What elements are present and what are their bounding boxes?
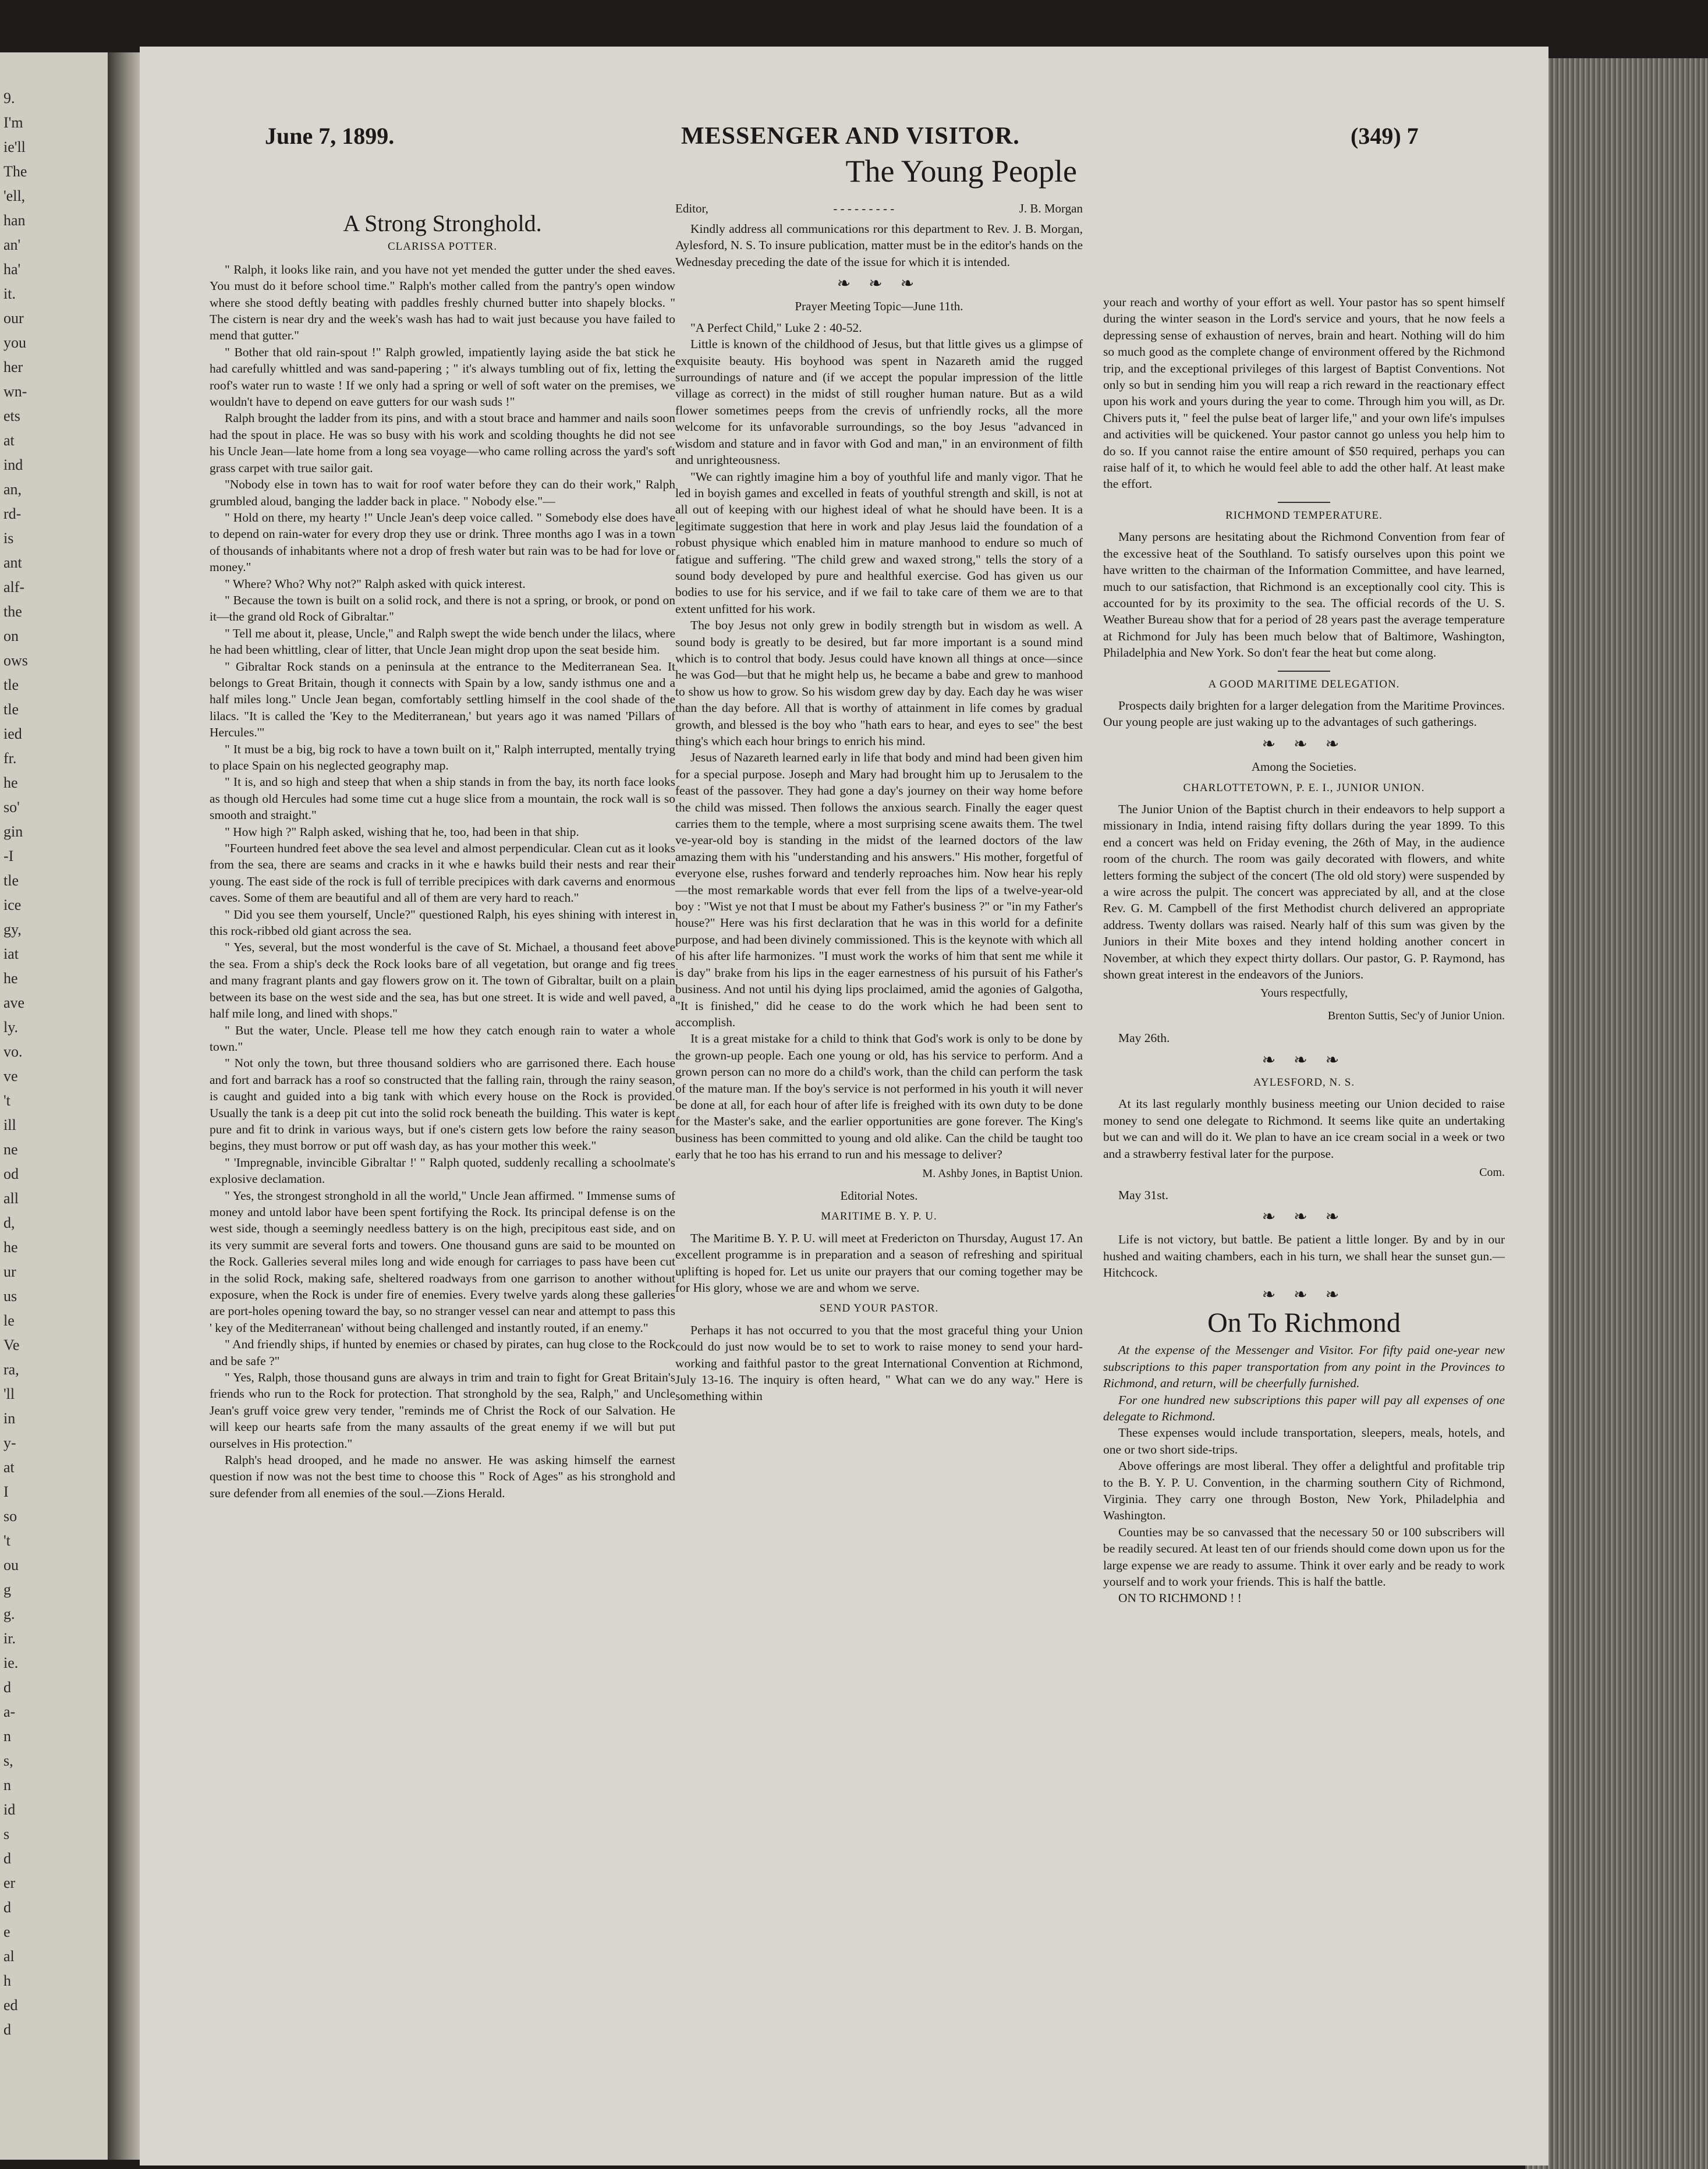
margin-fragment: 't (3, 1092, 10, 1109)
margin-fragment: id (3, 1801, 16, 1818)
paragraph: " Gibraltar Rock stands on a peninsula at the entrance to the Mediterranean Sea. It belongs to Great Britain, though it connects with Spain by a low, sandy isthmus one and a half miles long." Uncle Jean began, comfortably settling himself in the cool shade of the lilacs. "It is called the 'Key to the Mediterranean,' but years ago it was named 'Pillars of Hercules.'" (210, 659, 675, 740)
editor-line (675, 200, 1083, 217)
margin-fragment: d (3, 1899, 11, 1916)
margin-fragment: ind (3, 456, 23, 473)
aylesford-heading: AYLESFORD, N. S. (1253, 1076, 1355, 1089)
margin-fragment: s, (3, 1752, 13, 1769)
margin-fragment: 'll (3, 1385, 15, 1402)
aylesford-date: May 31st. (1118, 1188, 1168, 1202)
delegation-text: Prospects daily brighten for a larger delegation from the Maritime Provinces. Our young people are just waking up to the advantages of such gatherings. (1103, 698, 1505, 729)
margin-fragment: so' (3, 799, 20, 816)
paragraph: Jesus of Nazareth learned early in life that body and mind had been given him for a special purpose. Joseph and Mary had brought him up to Jerusalem to the feast of the passover. They had gone a day's journey on their way home before the child was missed. Then follows the anxious search. Finally the eager quest carries them to the temple, where a most surprising scene awaits them. The twel ve-year-old boy is standing in the midst of the learned doctors of the law amazing them with his "understanding and his answers." His mother, forgetful of everyone else, rushes forward and tenderly reproaches him. Now hear his reply—the most remarkable words that ever fell from the lips of a twelve-year-old boy : "Wist ye not that I must be about my Father's business ?" or "in my Father's house?" Here was his first declaration that he was in this world for a definite purpose, and had been divinely commissioned. This is the keynote with which all of his after life harmonizes. "I must work the works of him that sent me while it is day" brake from his lips in the eager earnestness of his pursuit of his Father's business. And not until his dying lips proclaimed, amid the agonies of Galgotha, "It is finished," did he cease to do the work which he had been sent to accomplish. (675, 750, 1083, 1029)
paragraph: "Nobody else in town has to wait for roof water before they can do their work," Ralph grumbled aloud, banging the ladder back in place. " Nobody else."— (210, 477, 675, 508)
paragraph: " Yes, the strongest stronghold in all the world," Uncle Jean affirmed. " Immense sums of money and untold labor have been spent fortifying the Rock. Its principal defense is on the west side, though a seemingly needless battery is on the high, precipitous east side, and on its very summit are several forts and towers. One thousand guns are said to be mounted on the Rock. Galleries several miles long and wide enough for carriages to pass have been cut in the solid Rock, making safe, sheltered roadways from one garrison to another without exposure, when the Rock is under fire of enemies. Every twelve yards along these galleries are port-holes opening toward the bay, so no stranger vessel can near and attempt to pass this ' key of the Mediterranean' without being challenged and instantly routed, if an enemy." (210, 1188, 675, 1335)
paragraph: " Tell me about it, please, Uncle," and Ralph swept the wide bench under the lilacs, where he had been whittling, clear of litter, that Uncle Jean might drop upon the seat beside him. (210, 626, 675, 657)
margin-fragment: on (3, 628, 19, 644)
margin-fragment: ou (3, 1557, 19, 1573)
margin-fragment: an' (3, 236, 21, 253)
margin-fragment: our (3, 310, 24, 327)
book-gutter (108, 52, 140, 2160)
margin-fragment: ows (3, 652, 28, 669)
margin-fragment: her (3, 359, 23, 375)
margin-fragment: a- (3, 1703, 16, 1720)
charlottetown-signature: Brenton Suttis, Sec'y of Junior Union. (1327, 1009, 1505, 1022)
paragraph: " It is, and so high and steep that when a ship stands in from the bay, its north face looks as though old Hercules had some time cut a huge slice from a mountain, the rock wall is so smooth and straight." (210, 775, 675, 823)
header-page-number: (349) 7 (1351, 123, 1419, 149)
margin-fragment: I (3, 1483, 9, 1500)
margin-fragment: tle (3, 872, 19, 889)
paragraph: " It must be a big, big rock to have a town built on it," Ralph interrupted, mentally trying to place Spain on his neglected geography map. (210, 742, 675, 772)
margin-fragment: ie'll (3, 139, 26, 155)
column-right (1103, 294, 1505, 1607)
richmond-offer-1: At the expense of the Messenger and Visitor. For fifty paid one-year new subscriptions to this paper transportation from any point in the Provinces to Richmond, and return, will be cheerfully furnished. (1103, 1343, 1505, 1391)
ornament: ❧ ❧ ❧ (837, 275, 922, 293)
facing-page-fragment (0, 52, 108, 2160)
margin-fragment: at (3, 1459, 15, 1476)
margin-fragment: the (3, 603, 22, 620)
richmond-closing: ON TO RICHMOND ! ! (1118, 1591, 1242, 1606)
closing: Yours respectfully, (1260, 987, 1348, 1000)
editorial-heading: Editorial Notes. (840, 1188, 918, 1203)
temperature-heading: RICHMOND TEMPERATURE. (1225, 509, 1383, 522)
margin-fragment: le (3, 1312, 15, 1329)
ornament: ❧ ❧ ❧ (1261, 1051, 1346, 1069)
margin-fragment: al (3, 1948, 15, 1965)
header-date: June 7, 1899. (265, 123, 395, 149)
margin-fragment: ne (3, 1141, 18, 1158)
richmond-para-2: Above offerings are most liberal. They offer a delightful and profitable trip to the B. Y. P. U. Convention, in the charming southern City of Richmond, Virginia. They carry one through Boston, New York, Philadelphia and Washington. (1103, 1459, 1505, 1523)
delegation-heading: A GOOD MARITIME DELEGATION. (1208, 678, 1400, 690)
richmond-offer-2: For one hundred new subscriptions this paper will pay all expenses of one delegate to Richmond. (1103, 1392, 1505, 1423)
margin-fragment: he (3, 970, 18, 987)
margin-fragment: ant (3, 554, 22, 571)
margin-fragment: han (3, 212, 26, 229)
margin-fragment: y- (3, 1434, 16, 1451)
paragraph: " Where? Who? Why not?" Ralph asked with quick interest. (225, 576, 526, 591)
paragraph: " Because the town is built on a solid rock, and there is not a spring, or brook, or pond on it—the grand old Rock of Gibraltar." (210, 593, 675, 624)
paragraph: The boy Jesus not only grew in bodily strength but in wisdom as well. A sound body is greatly to be desired, but far more important is a sound mind which is to control that body. Jesus could have known all things at once—since he was God—but that he might help us, he became a babe and grew to manhood to show us how to grow. So his wisdom grew day by day. Each day he was wiser than the day before. All that is worthy of attainment in life comes by gradual growth, and blessed is the boy who "hath ears to hear, and eyes to see" the best thing's which each hour brings to enrich his mind. (675, 618, 1083, 748)
margin-fragment: alf- (3, 579, 25, 596)
margin-fragment: g. (3, 1606, 15, 1622)
prayer-heading: Prayer Meeting Topic—June 11th. (795, 299, 963, 314)
richmond-para-1: These expenses would include transportation, sleepers, meals, hotels, and one or two short side-trips. (1103, 1426, 1505, 1456)
margin-fragment: 'ell, (3, 187, 26, 204)
margin-fragment: e (3, 1923, 10, 1940)
margin-fragment: rd- (3, 505, 22, 522)
societies-heading: Among the Societies. (1251, 760, 1357, 774)
margin-fragment: ur (3, 1263, 16, 1280)
pastor-continued: your reach and worthy of your effort as well. Your pastor has so spent himself during the winter season in the Lord's service and yours, that he now feels a depressing sense of exhaustion of nerves, brain and heart. Nothing will do him so much good as the complete change of environment offered by the Richmond trip, and the exceptional privileges of this largest of Baptist Conventions. Not only so but in sending him you will reap a rich reward in the reactionary effect upon his work and yours during the year to come. Through him you will, as Dr. Chivers puts it, " feel the pulse beat of larger life," and your own life's impulses and activities will be quickened. Your pastor cannot go unless you help him to do so. If you cannot raise the entire amount of $50 required, perhaps you can raise half of it, to which he would feel able to add the other half. At least make the effort. (1103, 295, 1505, 491)
margin-fragment: wn- (3, 383, 27, 400)
pastor-heading: SEND YOUR PASTOR. (819, 1302, 939, 1315)
margin-fragment: it. (3, 285, 16, 302)
ornament: ❧ ❧ ❧ (1261, 1285, 1346, 1304)
margin-fragment: ice (3, 896, 22, 913)
margin-fragment: ie. (3, 1654, 19, 1671)
margin-fragment: 9. (3, 90, 15, 107)
margin-fragment: tle (3, 701, 19, 718)
margin-fragment: ir. (3, 1630, 16, 1647)
pastor-text: Perhaps it has not occurred to you that the most graceful thing your Union could do just now would be to set to work to raise money to send your hard-working and faithful pastor to the great International Convention at Richmond, July 13-16. The inquiry is often heard, " What can we do any way." Here is something within (675, 1323, 1083, 1404)
margin-fragment: h (3, 1972, 11, 1989)
margin-fragment: you (3, 334, 26, 351)
margin-fragment: all (3, 1190, 19, 1207)
margin-fragment: vo. (3, 1043, 23, 1060)
header-title: MESSENGER AND VISITOR. (681, 123, 1020, 150)
paragraph: " Yes, several, but the most wonderful is the cave of St. Michael, a thousand feet above the sea. From a ship's deck the Rock looks bare of all vegetation, but orange and fig trees and many fragrant plants and gay flowers grow on it. The town of Gibraltar, built on a plain between its base on the west side and the sea, has but one street. It is wide and well paved, a half mile long, and lined with shops." (210, 940, 675, 1021)
editor-name: J. B. Morgan (1019, 201, 1083, 216)
bypu-heading: MARITIME B. Y. P. U. (821, 1210, 937, 1223)
margin-fragment: ets (3, 407, 20, 424)
margin-fragment: us (3, 1288, 17, 1305)
signature: M. Ashby Jones, in Baptist Union. (922, 1167, 1083, 1180)
paragraph: Ralph brought the ladder from its pins, and with a stout brace and hammer and nails soon had the spout in place. He was so busy with his work and scolding thoughts he did not see his Uncle Jean—late home from a long sea voyage—who came rolling across the yard's soft grass carpet with true sailor gait. (210, 411, 675, 475)
prayer-body (675, 336, 1083, 1163)
margin-fragment: Ve (3, 1337, 20, 1353)
margin-fragment: ly. (3, 1019, 19, 1036)
margin-fragment: gin (3, 823, 23, 840)
margin-fragment: tle (3, 676, 19, 693)
margin-fragment: er (3, 1874, 16, 1891)
richmond-para-3: Counties may be so canvassed that the necessary 50 or 100 subscribers will be readily secured. At least ten of our friends should come down upon us for the large expense we are ready to assume. Think it over early and be ready to work yourself and to work your friends. This is half the battle. (1103, 1525, 1505, 1589)
paragraph: " Hold on there, my hearty !" Uncle Jean's deep voice called. " Somebody else does have to depend on rain-water for every drop they use or drink. Three months ago I was in a town of thousands of inhabitants where not a drop of fresh water but rain was to be had for love or money." (210, 510, 675, 575)
ornament: ❧ ❧ ❧ (1261, 1207, 1346, 1226)
paragraph: " 'Impregnable, invincible Gibraltar !' " Ralph quoted, suddenly recalling a schoolmate's explosive declamation. (210, 1155, 675, 1186)
margin-fragment: he (3, 774, 18, 791)
margin-fragment: od (3, 1165, 19, 1182)
paragraph: " Yes, Ralph, those thousand guns are always in trim and train to fight for Great Britain's friends who run to the Rock for protection. That stronghold by the sea, Ralph," and Uncle Jean's gruff voice grew very tender, "reminds me of Christ the Rock of our Salvation. He will keep our hearts safe from the many assaults of the great enemy if we will but put ourselves in His protection." (210, 1370, 675, 1451)
margin-fragment: he (3, 1239, 18, 1256)
margin-fragment: 't (3, 1532, 10, 1549)
paragraph: " Bother that old rain-spout !" Ralph growled, impatiently laying aside the bat stick he had carefully whittled and was sand-papering ; " it's always tumbling out of fix, letting the roof's water run to waste ! If we only had a spring or well of soft water on the premises, we wouldn't have to depend on eave gutters for our wash suds !" (210, 345, 675, 409)
aylesford-text: At its last regularly monthly business meeting our Union decided to raise money to send one delegate to Richmond. It seems like quite an undertaking but we can and will do it. We plan to have an ice cream social in a week or two and a strawberry festival later for the purpose. (1103, 1097, 1505, 1161)
margin-fragment: ve (3, 1068, 18, 1084)
column-young-people (675, 154, 1083, 1405)
divider (1278, 671, 1330, 672)
margin-fragment: -I (3, 848, 14, 864)
margin-fragment: an, (3, 481, 22, 498)
bypu-text: The Maritime B. Y. P. U. will meet at Fredericton on Thursday, August 17. An excellent programme is in preparation and a season of refreshing and spiritual uplifting is hoped for. Let us unite our prayers that our coming together may be for His glory, whose we are and whom we serve. (675, 1231, 1083, 1295)
page-header (140, 122, 1548, 169)
margin-fragment: ha' (3, 261, 21, 278)
margin-fragment: I'm (3, 114, 23, 131)
article-title: A Strong Stronghold. (343, 210, 542, 236)
paragraph: " And friendly ships, if hunted by enemies or chased by pirates, can hug close to the Rock and be safe ?" (210, 1337, 675, 1368)
margin-fragment: n (3, 1728, 11, 1745)
margin-fragment: ra, (3, 1361, 19, 1378)
charlottetown-text: The Junior Union of the Baptist church in their endeavors to help support a missionary in India, intend raising fifty dollars during the year 1899. To this end a concert was held on Friday evening, the 26th of May, in the audience room of the church. The room was gaily decorated with flowers, and white letters forming the subject of the concert (The old old story) were suspended by a wire across the pulpit. The concert was appreciated by all, and at the close Rev. G. M. Campbell of the first Methodist church delivered an appropriate address. Twenty dollars was raised. Nearly half of this sum was given by the Juniors in their Mite boxes and they intend holding another concert in November, at which they expect thirty dollars. Our pastor, G. P. Raymond, has shown great interest in the endeavors of the Juniors. (1103, 802, 1505, 982)
column-strong-stronghold (210, 186, 675, 1501)
paragraph: " Did you see them yourself, Uncle?" questioned Ralph, his eyes shining with interest in this rock-ribbed old giant across the sea. (210, 907, 675, 938)
paragraph: Little is known of the childhood of Jesus, but that little gives us a glimpse of exquisite beauty. His boyhood was spent in Nazareth amid the rugged surroundings of nature and (if we accept the popular impression of the little village as correct) in the midst of still rougher human nature. But as a wild flower sometimes peeps from the crevis of unfriendly rocks, all the more welcome for its unfavorable surroundings, so the boy Jesus "advanced in wisdom and stature and in favor with God and man," in an environment of filth and unrighteousness. (675, 337, 1083, 467)
margin-fragment: The (3, 163, 27, 180)
margin-fragment: ill (3, 1117, 16, 1133)
charlottetown-date: May 26th. (1118, 1031, 1170, 1045)
paragraph: " How high ?" Ralph asked, wishing that he, too, had been in that ship. (225, 824, 579, 839)
margin-fragment: g (3, 1581, 11, 1598)
editor-dashes: - - - - - - - - - (833, 201, 895, 216)
margin-fragment: ied (3, 725, 22, 742)
margin-fragment: is (3, 530, 14, 547)
margin-fragment: ed (3, 1997, 18, 2014)
temperature-text: Many persons are hesitating about the Richmond Convention from fear of the excessive heat of the Southland. To satisfy ourselves upon this point we have written to the chairman of the Information Committee, and have learned, much to our satisfaction, that Richmond is an exceptionally cool city. This is accounted for by its proximity to the sea. The official records of the U. S. Weather Bureau show that for a period of 28 years past the average temperature at Richmond for July has been much below that of Baltimore, Washington, Philadelphia and New York. So don't fear the heat but come along. (1103, 530, 1505, 660)
paragraph: "Fourteen hundred feet above the sea level and almost perpendicular. Clean cut as it looks from the sea, there are seams and cracks in it whe e hawks build their nests and rear their young. The east side of the rock is full of terrible precipices with dark caverns and enormous caves. Some of them are beautiful and all of them are very hard to reach." (210, 841, 675, 905)
margin-fragment: d, (3, 1214, 15, 1231)
page-stack-edge (1525, 58, 1708, 2169)
quote-text: Life is not victory, but battle. Be patient a little longer. By and by in our hushed and waiting chambers, each in his turn, we shall hear the sunset gun.—Hitchcock. (1103, 1232, 1505, 1280)
margin-fragment: gy, (3, 921, 22, 938)
charlottetown-heading: CHARLOTTETOWN, P. E. I., JUNIOR UNION. (1183, 781, 1425, 794)
margin-fragment: iat (3, 945, 19, 962)
article-byline: CLARISSA POTTER. (387, 240, 498, 253)
margin-fragment: d (3, 1850, 11, 1867)
divider (1278, 502, 1330, 503)
paragraph: " Not only the town, but three thousand soldiers who are garrisoned there. Each house and fort and barrack has a roof so constructed that the falling rain, through the rainy season, is caught and guided into a big tank with which every house on the Rock is provided. Usually the tank is a deep pit cut into the solid rock beneath the building. This water is kept pure and fit to drink in various ways, but if one's cistern gets low before the rainy season begins, they must borrow or put off wash day, as has your mother this week." (210, 1056, 675, 1153)
margin-fragment: at (3, 432, 15, 449)
margin-fragment: so (3, 1508, 17, 1525)
margin-fragment: d (3, 1679, 11, 1696)
prayer-text: "A Perfect Child," Luke 2 : 40-52. (690, 320, 862, 335)
paragraph: It is a great mistake for a child to think that God's work is only to be done by the grown-up people. Each one young or old, has his service to perform. And a grown person can no more do a child's work, than the child can perform the task of the mature man. If the boy's service is not performed in his youth it will never be done at all, for each hour of after life is freighed with its own duty to be done for the Master's sake, and the earlier opportunities are gone forever. The King's business has been committed to young and old alike. Can the child be taught too early that he too has his errand to run and his message to deliver? (675, 1032, 1083, 1162)
paragraph: " But the water, Uncle. Please tell me how they catch enough rain to water a whole town." (210, 1023, 675, 1054)
paragraph: Ralph's head drooped, and he made no answer. He was asking himself the earnest question if now was not the best time to choose this " Rock of Ages" as his stronghold and sure defender from all enemies of the soul.—Zions Herald. (210, 1453, 675, 1500)
article-body (210, 261, 675, 1501)
ornament: ❧ ❧ ❧ (1261, 735, 1346, 753)
margin-fragment: in (3, 1410, 16, 1427)
editor-label: Editor, (675, 201, 708, 216)
margin-fragment: fr. (3, 750, 17, 767)
paragraph: "We can rightly imagine him a boy of youthful life and manly vigor. That he led in boyish games and excelled in feats of youthful strength and skill, is not at all out of keeping with our highest ideal of what he should have been. It is a legitimate suggestion that here in work and play Jesus laid the foundation of a robust physique which enabled him in mature manhood to endure so much of fatigue and suffering. "The child grew and waxed strong," tells the story of a sound body developed by pure and healthful exercise. God has given us our bodies to use for his service, and if we fail to take care of them we are to that extent unfitted for his work. (675, 469, 1083, 616)
newspaper-page (140, 47, 1548, 2166)
richmond-heading: On To Richmond (1207, 1307, 1401, 1338)
aylesford-signature: Com. (1479, 1166, 1505, 1179)
section-heading: The Young People (845, 154, 1077, 189)
margin-fragment: n (3, 1777, 11, 1794)
margin-fragment: d (3, 2021, 11, 2038)
margin-fragment: s (3, 1826, 10, 1842)
intro-text: Kindly address all communications ror this department to Rev. J. B. Morgan, Aylesford, N. S. To insure publication, matter must be in the editor's hands on the Wednesday preceding the date of the issue for which it is intended. (675, 221, 1083, 269)
margin-fragment: ave (3, 994, 25, 1011)
paragraph: " Ralph, it looks like rain, and you have not yet mended the gutter under the shed eaves. You must do it before school time." Ralph's mother called from the pantry's open window where she stood deftly beating with paddles freshly churned butter into shapely blocks. " The cistern is near dry and the week's wash has had to wait just because you have failed to mend that gutter." (210, 262, 675, 343)
